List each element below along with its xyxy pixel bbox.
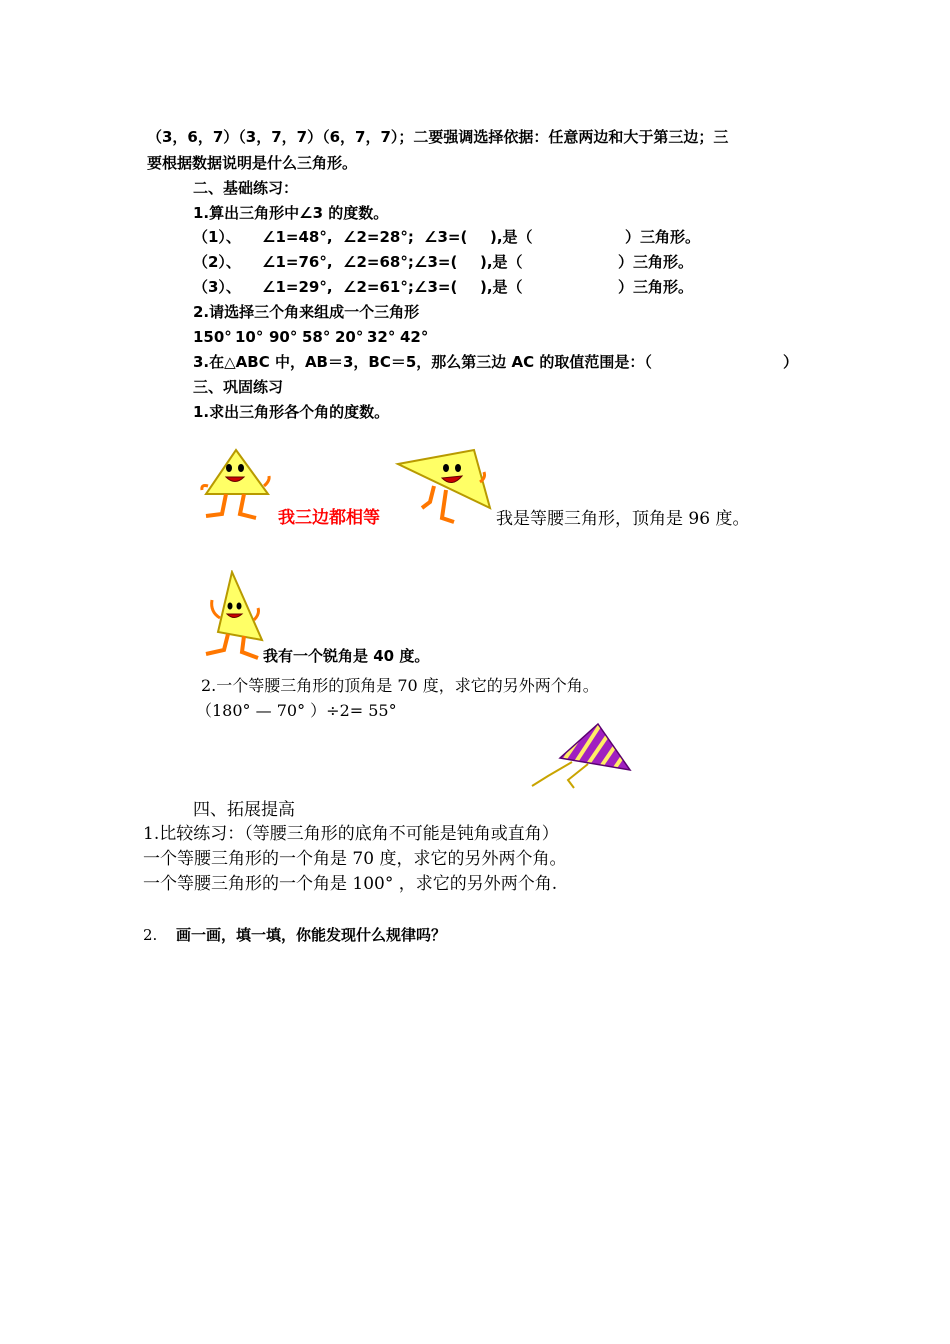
- section4-q2-text: 画一画，填一填，你能发现什么规律吗？: [176, 926, 447, 944]
- equilateral-triangle-cartoon: [198, 446, 274, 524]
- isosceles-speech-text: 我是等腰三角形，顶角是 96 度。: [496, 509, 750, 529]
- section3-q2-answer: （180° — 70° ）÷2= 55°: [196, 701, 397, 720]
- acute-triangle-cartoon: [202, 570, 264, 660]
- angle-option: 20°: [335, 328, 364, 346]
- intro-line-1: （3，6，7）（3，7，7）（6，7，7）；二要强调选择依据：任意两边和大于第三边；三: [147, 128, 729, 146]
- angle-option: 58°: [302, 328, 331, 346]
- angle-option: 42°: [400, 328, 429, 346]
- section3-q2-title: 2.一个等腰三角形的顶角是 70 度，求它的另外两个角。: [201, 676, 599, 695]
- angle-option: 150°: [193, 328, 232, 346]
- section3-heading: 三、巩固练习: [193, 378, 284, 396]
- angle-option: 10°: [235, 328, 264, 346]
- section4-q1-line2: 一个等腰三角形的一个角是 100° ，求它的另外两个角.: [143, 874, 558, 894]
- angle-option: 32°: [367, 328, 396, 346]
- section4-q1-title: 1.比较练习：（等腰三角形的底角不可能是钝角或直角）: [143, 824, 559, 844]
- section4-q1-line1: 一个等腰三角形的一个角是 70 度，求它的另外两个角。: [143, 849, 567, 869]
- isosceles-triangle-cartoon: [394, 446, 494, 526]
- section4-q2-number: 2.: [143, 926, 158, 944]
- q1-title: 1.算出三角形中∠3 的度数。: [193, 204, 389, 222]
- q2-title: 2.请选择三个角来组成一个三角形: [193, 303, 420, 321]
- q3-close: ）: [783, 353, 799, 371]
- section3-q1-title: 1.求出三角形各个角的度数。: [193, 403, 390, 421]
- kite-illustration: [528, 722, 632, 790]
- section4-heading: 四、拓展提高: [193, 800, 295, 820]
- angle-option: 90°: [269, 328, 298, 346]
- q3-text: 3.在△ABC 中，AB＝3，BC＝5，那么第三边 AC 的取值范围是：（: [193, 353, 652, 371]
- intro-line-2: 要根据数据说明是什么三角形。: [147, 154, 358, 172]
- acute-speech-text: 我有一个锐角是 40 度。: [263, 647, 430, 665]
- equilateral-speech-text: 我三边都相等: [278, 508, 380, 528]
- section2-heading: 二、基础练习：: [193, 179, 299, 197]
